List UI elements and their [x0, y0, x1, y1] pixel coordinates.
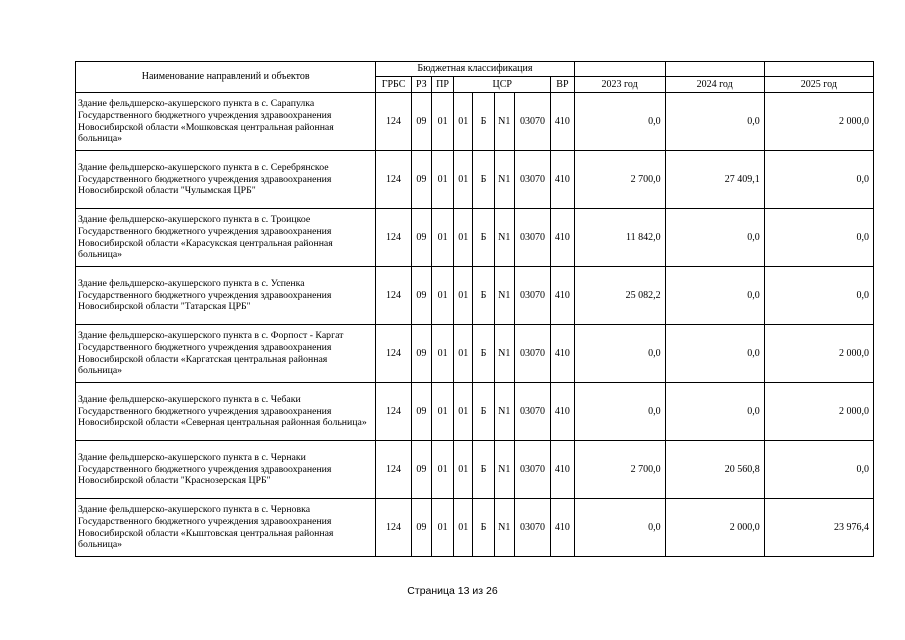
amount-2024-cell: 2 000,0 — [665, 499, 764, 557]
rz-cell: 09 — [411, 441, 431, 499]
csr-part1-cell: 01 — [454, 151, 473, 209]
object-name-cell: Здание фельдшерско-акушерского пункта в с. Серебрянское Государственного бюджетного учреждения здравоохранения Новосибирской области "Чулымская ЦРБ" — [76, 151, 376, 209]
table-row — [76, 209, 874, 267]
amount-2025-cell: 2 000,0 — [764, 383, 873, 441]
header-grbs: ГРБС — [376, 77, 411, 93]
csr-part2-cell: Б — [473, 93, 494, 151]
pr-cell: 01 — [431, 325, 453, 383]
amount-2023-cell: 11 842,0 — [574, 209, 665, 267]
budget-table — [75, 61, 874, 557]
page-number: Страница 13 из 26 — [407, 585, 498, 597]
csr-part1-cell: 01 — [454, 209, 473, 267]
header-year-2025: 2025 год — [764, 77, 873, 93]
grbs-cell: 124 — [376, 93, 411, 151]
amount-2023-cell: 0,0 — [574, 499, 665, 557]
object-name-cell: Здание фельдшерско-акушерского пункта в с. Сарапулка Государственного бюджетного учреждения здравоохранения Новосибирской области «Мошковская центральная районная больница» — [76, 93, 376, 151]
amount-2024-cell: 27 409,1 — [665, 151, 764, 209]
header-csr: ЦСР — [454, 77, 551, 93]
csr-part2-cell: Б — [473, 151, 494, 209]
csr-part3-cell: N1 — [494, 151, 514, 209]
csr-part3-cell: N1 — [494, 267, 514, 325]
header-pr: ПР — [431, 77, 453, 93]
table-row — [76, 441, 874, 499]
csr-part3-cell: N1 — [494, 383, 514, 441]
amount-2025-cell: 0,0 — [764, 151, 873, 209]
object-name-cell: Здание фельдшерско-акушерского пункта в с. Троицкое Государственного бюджетного учреждения здравоохранения Новосибирской области «Карасукская центральная районная больница» — [76, 209, 376, 267]
csr-part4-cell: 03070 — [514, 441, 550, 499]
amount-2025-cell: 2 000,0 — [764, 325, 873, 383]
object-name-cell: Здание фельдшерско-акушерского пункта в с. Чернаки Государственного бюджетного учреждения здравоохранения Новосибирской области "Краснозерская ЦРБ" — [76, 441, 376, 499]
amount-2025-cell: 0,0 — [764, 209, 873, 267]
vr-cell: 410 — [551, 441, 574, 499]
grbs-cell: 124 — [376, 383, 411, 441]
table-row — [76, 325, 874, 383]
amount-2024-cell: 0,0 — [665, 267, 764, 325]
grbs-cell: 124 — [376, 441, 411, 499]
grbs-cell: 124 — [376, 151, 411, 209]
amount-2024-cell: 20 560,8 — [665, 441, 764, 499]
pr-cell: 01 — [431, 441, 453, 499]
header-budget-classification: Бюджетная классификация — [376, 62, 574, 77]
amount-2025-cell: 0,0 — [764, 441, 873, 499]
rz-cell: 09 — [411, 267, 431, 325]
csr-part2-cell: Б — [473, 209, 494, 267]
table-body — [76, 93, 874, 557]
amount-2024-cell: 0,0 — [665, 93, 764, 151]
csr-part1-cell: 01 — [454, 267, 473, 325]
amount-2024-cell: 0,0 — [665, 325, 764, 383]
amount-2023-cell: 0,0 — [574, 325, 665, 383]
object-name-cell: Здание фельдшерско-акушерского пункта в с. Черновка Государственного бюджетного учреждения здравоохранения Новосибирской области «Кыштовская центральная районная больница» — [76, 499, 376, 557]
csr-part2-cell: Б — [473, 441, 494, 499]
csr-part1-cell: 01 — [454, 499, 473, 557]
csr-part2-cell: Б — [473, 383, 494, 441]
csr-part1-cell: 01 — [454, 325, 473, 383]
object-name-cell: Здание фельдшерско-акушерского пункта в с. Чебаки Государственного бюджетного учреждения здравоохранения Новосибирской области «Северная центральная районная больница» — [76, 383, 376, 441]
csr-part1-cell: 01 — [454, 93, 473, 151]
csr-part2-cell: Б — [473, 267, 494, 325]
header-empty-cell — [574, 62, 665, 77]
amount-2023-cell: 25 082,2 — [574, 267, 665, 325]
header-year-2024: 2024 год — [665, 77, 764, 93]
vr-cell: 410 — [551, 383, 574, 441]
header-empty-cell — [764, 62, 873, 77]
table-row — [76, 383, 874, 441]
csr-part4-cell: 03070 — [514, 499, 550, 557]
vr-cell: 410 — [551, 325, 574, 383]
header-row-1 — [76, 62, 874, 77]
table-row — [76, 93, 874, 151]
csr-part3-cell: N1 — [494, 499, 514, 557]
pr-cell: 01 — [431, 267, 453, 325]
csr-part3-cell: N1 — [494, 93, 514, 151]
amount-2025-cell: 0,0 — [764, 267, 873, 325]
vr-cell: 410 — [551, 499, 574, 557]
header-empty-cell — [665, 62, 764, 77]
pr-cell: 01 — [431, 151, 453, 209]
header-name-column: Наименование направлений и объектов — [76, 62, 376, 93]
csr-part3-cell: N1 — [494, 441, 514, 499]
amount-2025-cell: 23 976,4 — [764, 499, 873, 557]
amount-2023-cell: 2 700,0 — [574, 151, 665, 209]
amount-2023-cell: 0,0 — [574, 93, 665, 151]
csr-part4-cell: 03070 — [514, 209, 550, 267]
amount-2023-cell: 2 700,0 — [574, 441, 665, 499]
amount-2025-cell: 2 000,0 — [764, 93, 873, 151]
table-row — [76, 499, 874, 557]
object-name-cell: Здание фельдшерско-акушерского пункта в с. Форпост - Каргат Государственного бюджетного учреждения здравоохранения Новосибирской области «Каргатская центральная районная больница» — [76, 325, 376, 383]
header-vr: ВР — [551, 77, 574, 93]
rz-cell: 09 — [411, 499, 431, 557]
pr-cell: 01 — [431, 93, 453, 151]
csr-part4-cell: 03070 — [514, 267, 550, 325]
object-name-cell: Здание фельдшерско-акушерского пункта в с. Успенка Государственного бюджетного учреждения здравоохранения Новосибирской области "Татарская ЦРБ" — [76, 267, 376, 325]
vr-cell: 410 — [551, 151, 574, 209]
table-row — [76, 267, 874, 325]
header-year-2023: 2023 год — [574, 77, 665, 93]
table-row — [76, 151, 874, 209]
rz-cell: 09 — [411, 383, 431, 441]
amount-2024-cell: 0,0 — [665, 383, 764, 441]
rz-cell: 09 — [411, 93, 431, 151]
csr-part1-cell: 01 — [454, 441, 473, 499]
csr-part4-cell: 03070 — [514, 383, 550, 441]
pr-cell: 01 — [431, 209, 453, 267]
amount-2023-cell: 0,0 — [574, 383, 665, 441]
pr-cell: 01 — [431, 383, 453, 441]
csr-part4-cell: 03070 — [514, 151, 550, 209]
header-rz: РЗ — [411, 77, 431, 93]
pr-cell: 01 — [431, 499, 453, 557]
grbs-cell: 124 — [376, 499, 411, 557]
rz-cell: 09 — [411, 209, 431, 267]
csr-part1-cell: 01 — [454, 383, 473, 441]
grbs-cell: 124 — [376, 209, 411, 267]
csr-part3-cell: N1 — [494, 209, 514, 267]
csr-part2-cell: Б — [473, 325, 494, 383]
vr-cell: 410 — [551, 267, 574, 325]
vr-cell: 410 — [551, 209, 574, 267]
rz-cell: 09 — [411, 151, 431, 209]
grbs-cell: 124 — [376, 267, 411, 325]
csr-part3-cell: N1 — [494, 325, 514, 383]
csr-part4-cell: 03070 — [514, 93, 550, 151]
rz-cell: 09 — [411, 325, 431, 383]
vr-cell: 410 — [551, 93, 574, 151]
csr-part4-cell: 03070 — [514, 325, 550, 383]
grbs-cell: 124 — [376, 325, 411, 383]
amount-2024-cell: 0,0 — [665, 209, 764, 267]
csr-part2-cell: Б — [473, 499, 494, 557]
